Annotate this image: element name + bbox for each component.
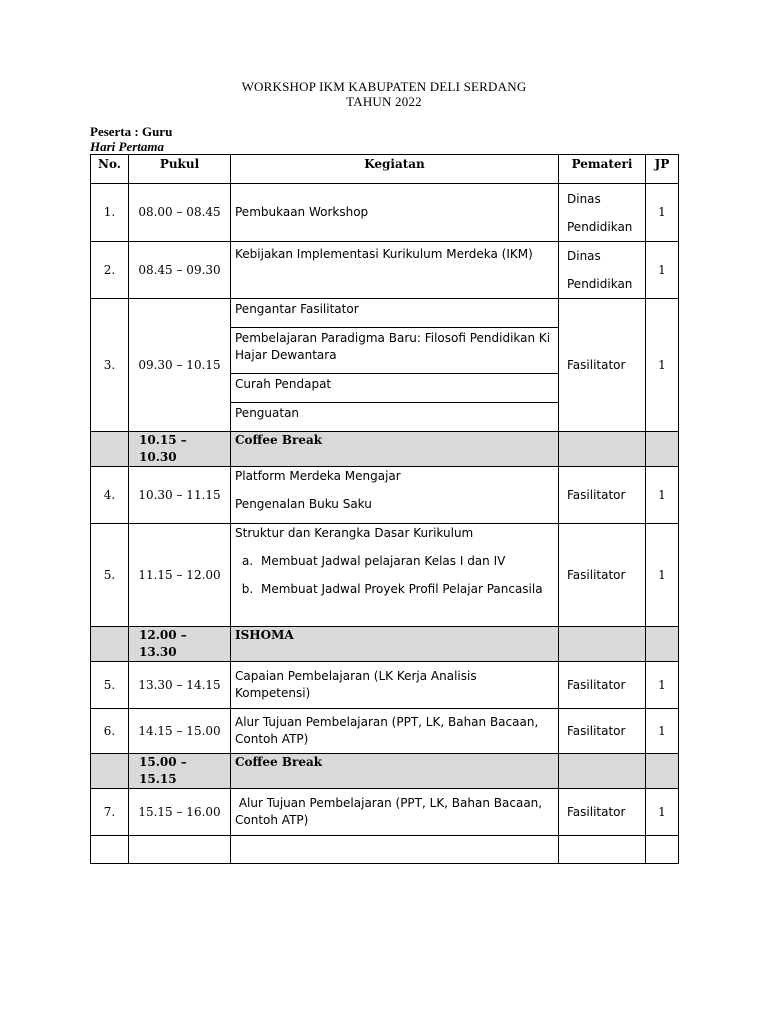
participant-label: Peserta : Guru bbox=[90, 124, 173, 139]
cell-jp: 1 bbox=[646, 184, 679, 242]
cell-activity: Kebijakan Implementasi Kurikulum Merdeka (IKM) bbox=[231, 242, 559, 299]
cell-pemateri: Fasilitator bbox=[559, 299, 646, 432]
cell-no: 4. bbox=[91, 467, 129, 524]
cell-no: 7. bbox=[91, 789, 129, 836]
cell-activity bbox=[231, 467, 559, 524]
cell-no: 2. bbox=[91, 242, 129, 299]
sub-activity: Pembelajaran Paradigma Baru: Filosofi Pendidikan Ki Hajar Dewantara bbox=[231, 328, 558, 374]
cell-pemateri: Fasilitator bbox=[559, 524, 646, 627]
pemateri-line-2: Pendidikan bbox=[567, 219, 633, 234]
cell-pemateri bbox=[559, 242, 646, 299]
cell-pemateri: Fasilitator bbox=[559, 467, 646, 524]
pemateri-line-1: Dinas bbox=[567, 249, 601, 263]
cell-activity: Pembukaan Workshop bbox=[231, 184, 559, 242]
cell-pemateri bbox=[559, 754, 646, 789]
cell-jp: 1 bbox=[646, 709, 679, 754]
cell-pemateri bbox=[559, 184, 646, 242]
header-kegiatan: Kegiatan bbox=[231, 155, 559, 184]
cell-activity: Alur Tujuan Pembelajaran (PPT, LK, Bahan Bacaan, Contoh ATP) bbox=[231, 709, 559, 754]
cell-time: 11.15 – 12.00 bbox=[129, 524, 231, 627]
cell-activity: Coffee Break bbox=[231, 432, 559, 467]
cell-time: 10.15 – 10.30 bbox=[129, 432, 231, 467]
activity-list bbox=[235, 553, 554, 598]
header-no: No. bbox=[91, 155, 129, 184]
cell-activity: Capaian Pembelajaran (LK Kerja Analisis Kompetensi) bbox=[231, 662, 559, 709]
cell-jp: 1 bbox=[646, 524, 679, 627]
cell-no: 6. bbox=[91, 709, 129, 754]
cell-activity: ISHOMA bbox=[231, 627, 559, 662]
cell-pemateri bbox=[559, 432, 646, 467]
table-row bbox=[91, 242, 679, 299]
cell-no: 3. bbox=[91, 299, 129, 432]
cell-jp: 1 bbox=[646, 242, 679, 299]
table-row bbox=[91, 467, 679, 524]
table-row bbox=[91, 662, 679, 709]
cell-no: 5. bbox=[91, 524, 129, 627]
activity-line-1: Platform Merdeka Mengajar bbox=[235, 469, 401, 483]
cell-no bbox=[91, 432, 129, 467]
cell-time: 08.45 – 09.30 bbox=[129, 242, 231, 299]
break-row bbox=[91, 432, 679, 467]
cell-jp bbox=[646, 836, 679, 864]
activity-heading: Struktur dan Kerangka Dasar Kurikulum bbox=[235, 526, 474, 540]
table-row bbox=[91, 789, 679, 836]
table-row bbox=[91, 524, 679, 627]
cell-time: 14.15 – 15.00 bbox=[129, 709, 231, 754]
cell-jp: 1 bbox=[646, 467, 679, 524]
activity-line-2: Pengenalan Buku Saku bbox=[235, 497, 372, 511]
cell-jp bbox=[646, 432, 679, 467]
header-pukul: Pukul bbox=[129, 155, 231, 184]
cell-activity-group bbox=[231, 299, 559, 432]
cell-time: 12.00 – 13.30 bbox=[129, 627, 231, 662]
list-item: b. Membuat Jadwal Proyek Profil Pelajar Pancasila bbox=[257, 581, 554, 598]
cell-no bbox=[91, 836, 129, 864]
pemateri-line-2: Pendidikan bbox=[567, 277, 633, 291]
cell-activity bbox=[231, 836, 559, 864]
pemateri-line-1: Dinas bbox=[567, 191, 601, 206]
cell-time: 08.00 – 08.45 bbox=[129, 184, 231, 242]
cell-time: 10.30 – 11.15 bbox=[129, 467, 231, 524]
cell-pemateri: Fasilitator bbox=[559, 789, 646, 836]
cell-activity: Alur Tujuan Pembelajaran (PPT, LK, Bahan Bacaan, Contoh ATP) bbox=[231, 789, 559, 836]
empty-row bbox=[91, 836, 679, 864]
table-header-row bbox=[91, 155, 679, 184]
cell-time: 15.15 – 16.00 bbox=[129, 789, 231, 836]
break-row bbox=[91, 754, 679, 789]
sub-activity: Curah Pendapat bbox=[231, 374, 558, 403]
cell-time: 09.30 – 10.15 bbox=[129, 299, 231, 432]
cell-jp: 1 bbox=[646, 662, 679, 709]
cell-pemateri: Fasilitator bbox=[559, 709, 646, 754]
cell-time: 13.30 – 14.15 bbox=[129, 662, 231, 709]
cell-jp bbox=[646, 627, 679, 662]
cell-no: 5. bbox=[91, 662, 129, 709]
table-row bbox=[91, 299, 679, 432]
cell-jp: 1 bbox=[646, 299, 679, 432]
cell-no bbox=[91, 754, 129, 789]
cell-pemateri bbox=[559, 627, 646, 662]
cell-jp bbox=[646, 754, 679, 789]
day-label: Hari Pertama bbox=[90, 139, 165, 154]
header-jp: JP bbox=[646, 155, 679, 184]
sub-activity: Penguatan bbox=[235, 406, 300, 420]
cell-no bbox=[91, 627, 129, 662]
cell-time bbox=[129, 836, 231, 864]
break-row bbox=[91, 627, 679, 662]
sub-activity: Pengantar Fasilitator bbox=[231, 299, 558, 328]
table-row bbox=[91, 184, 679, 242]
cell-activity: Coffee Break bbox=[231, 754, 559, 789]
document-title: WORKSHOP IKM KABUPATEN DELI SERDANG bbox=[241, 79, 527, 94]
cell-no: 1. bbox=[91, 184, 129, 242]
schedule-table bbox=[90, 154, 679, 864]
cell-pemateri: Fasilitator bbox=[559, 662, 646, 709]
cell-jp: 1 bbox=[646, 789, 679, 836]
list-item: a. Membuat Jadwal pelajaran Kelas I dan IV bbox=[257, 553, 554, 570]
document-subtitle: TAHUN 2022 bbox=[346, 94, 422, 109]
header-pemateri: Pemateri bbox=[559, 155, 646, 184]
cell-time: 15.00 – 15.15 bbox=[129, 754, 231, 789]
table-row bbox=[91, 709, 679, 754]
cell-activity bbox=[231, 524, 559, 627]
cell-pemateri bbox=[559, 836, 646, 864]
